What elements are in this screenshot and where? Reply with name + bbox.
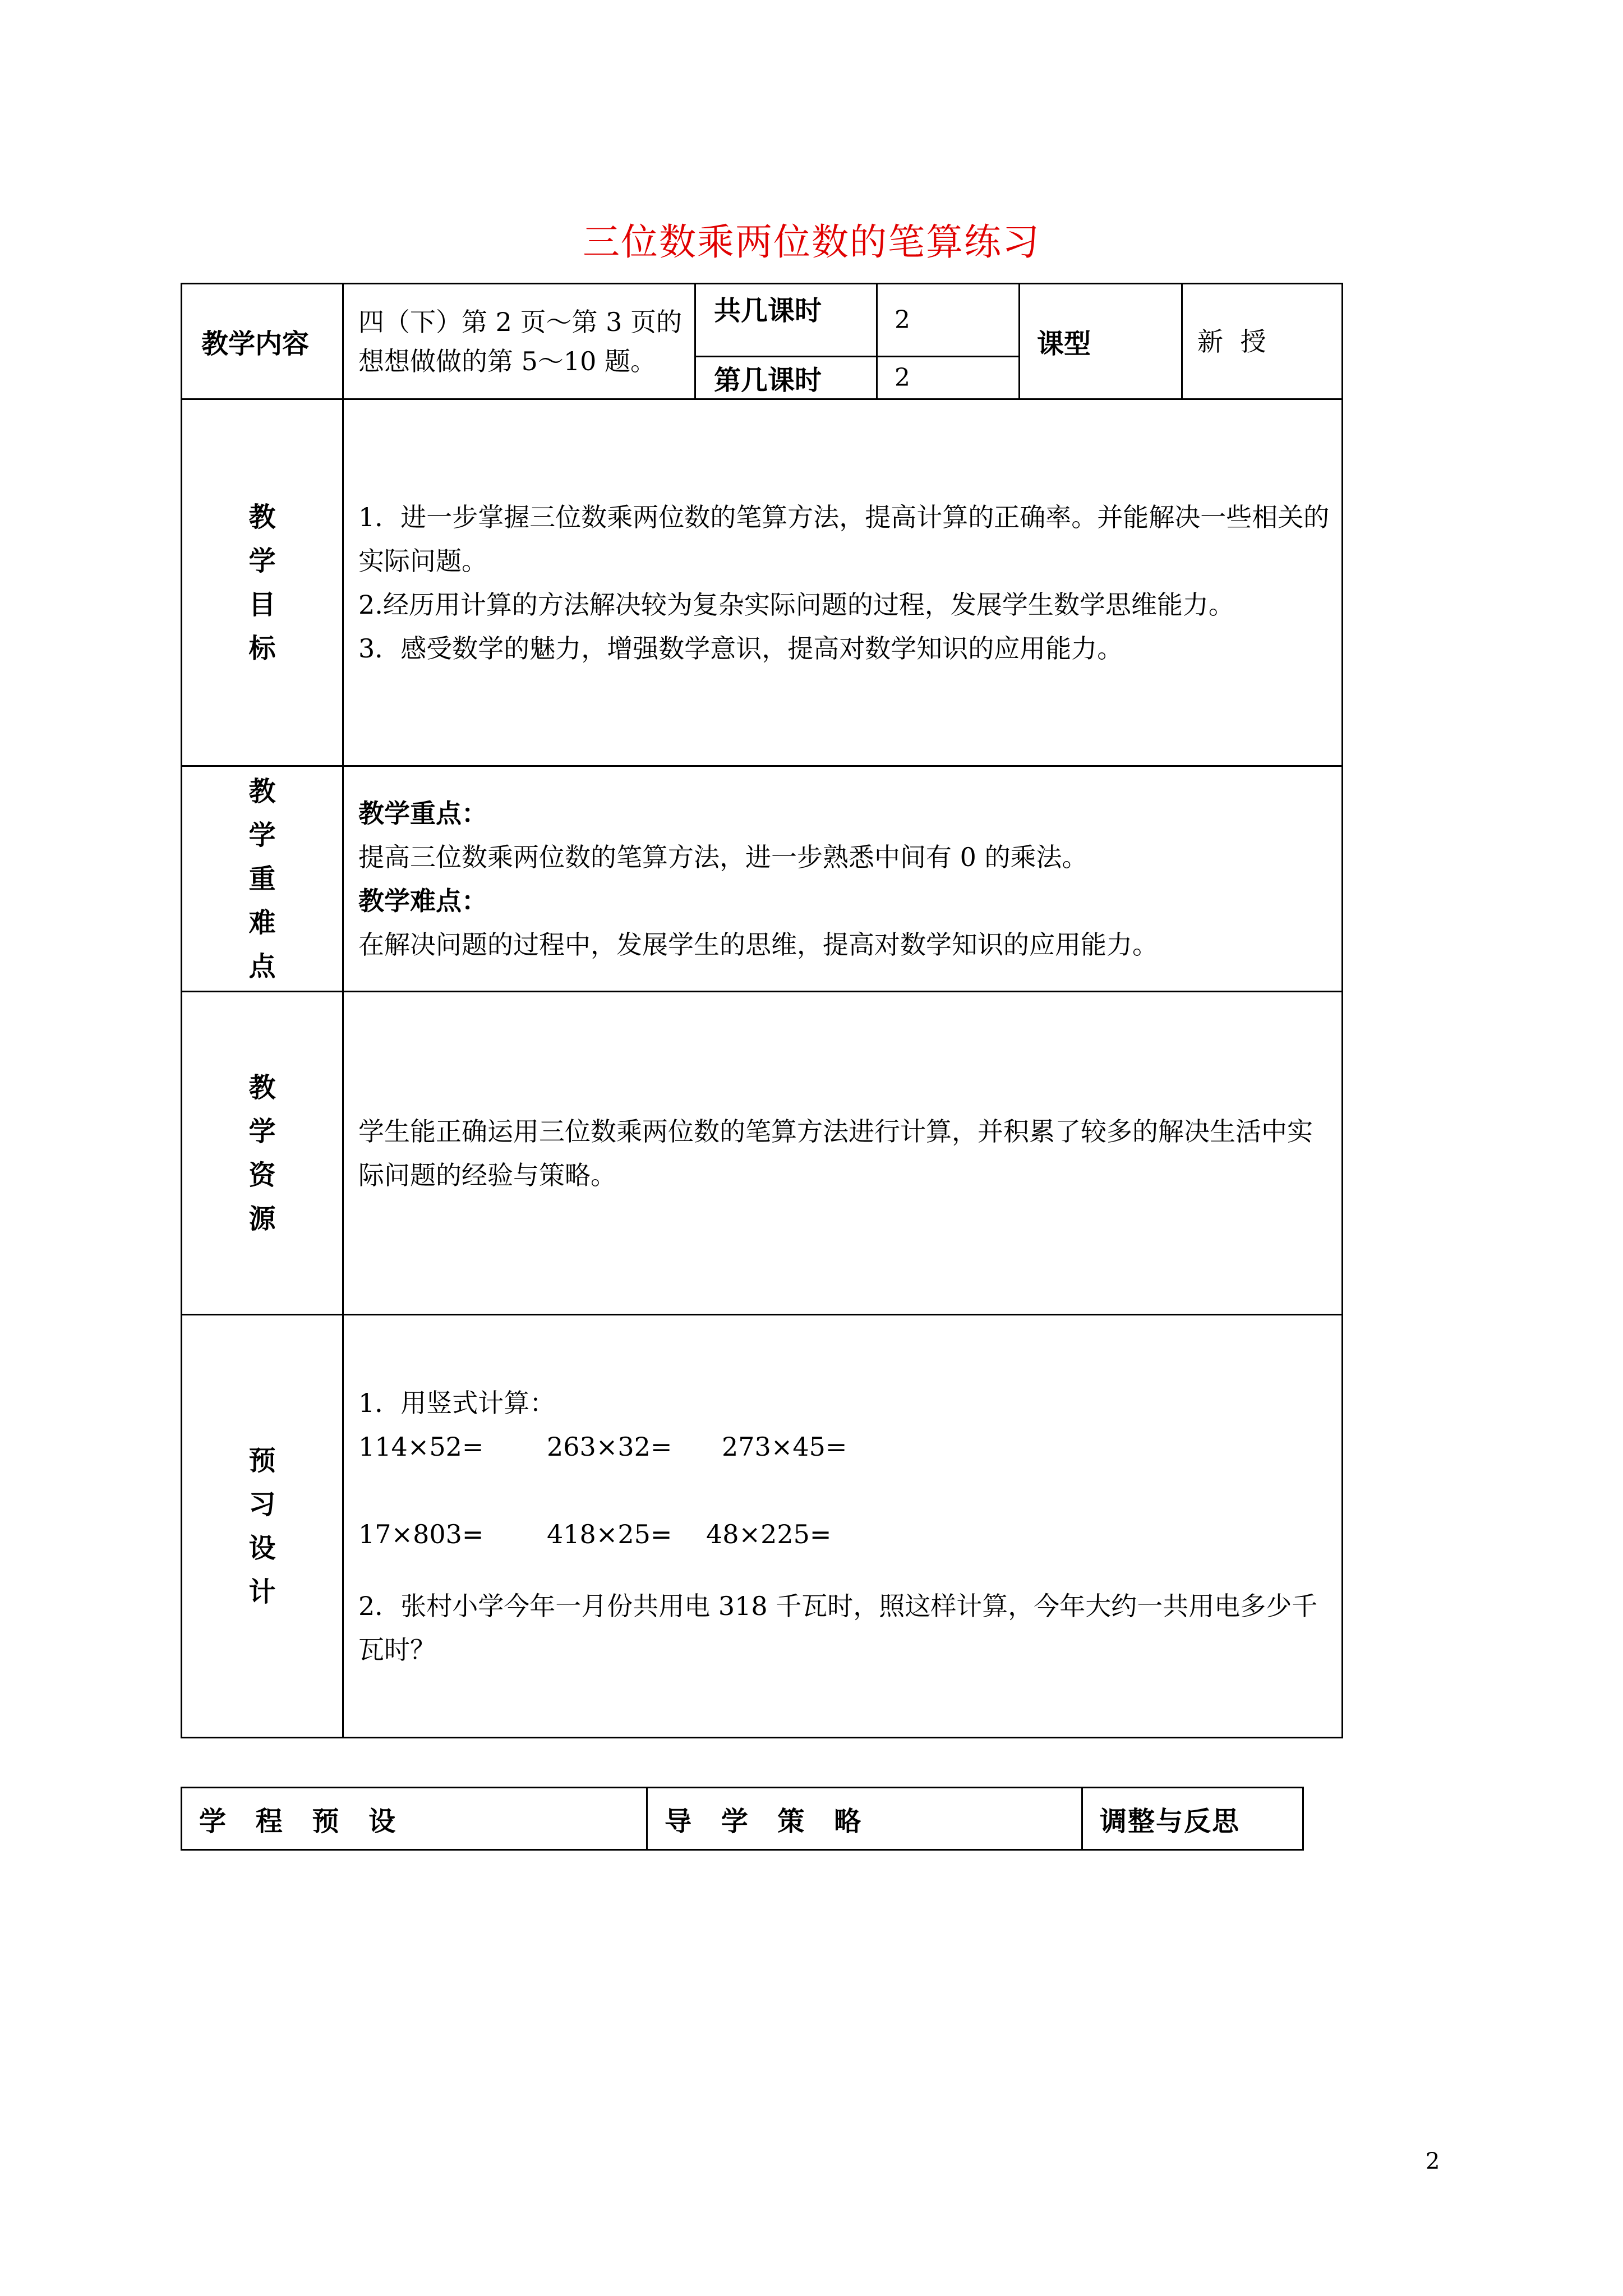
exercise-1-title: 1．用竖式计算：: [358, 1387, 556, 1418]
resources-label: 教 学 资 源: [182, 992, 343, 1315]
key-points-content: [343, 766, 1343, 992]
goals-label: 教 学 目 标: [182, 399, 343, 766]
lesson-number-label: 第几课时: [695, 357, 877, 399]
total-hours-value: 2: [877, 284, 1020, 357]
content-label: 教学内容: [182, 284, 343, 399]
resources-content: [343, 992, 1343, 1315]
goals-content: [343, 399, 1343, 766]
exercise-row: 114×52= 263×32= 273×45=: [358, 1431, 847, 1462]
goal-item: 1．进一步掌握三位数乘两位数的笔算方法，提高计算的正确率。并能解决一些相关的实际问题。: [358, 501, 1330, 576]
resources-text: 学生能正确运用三位数乘两位数的笔算方法进行计算，并积累了较多的解决生活中实际问题的经验与策略。: [358, 1116, 1313, 1190]
footer-table: [181, 1787, 1304, 1851]
difficulty-text: 在解决问题的过程中，发展学生的思维，提高对数学知识的应用能力。: [358, 929, 1158, 960]
footer-col-process: 学 程 预 设: [182, 1788, 647, 1850]
goal-item: 2.经历用计算的方法解决较为复杂实际问题的过程，发展学生数学思维能力。: [358, 589, 1234, 620]
footer-col-strategy: 导 学 策 略: [647, 1788, 1082, 1850]
focus-title: 教学重点：: [358, 798, 487, 829]
content-value: 四（下）第 2 页～第 3 页的想想做做的第 5～10 题。: [343, 284, 695, 399]
goal-item: 3．感受数学的魅力，增强数学意识，提高对数学知识的应用能力。: [358, 633, 1123, 664]
page-number: 2: [1426, 2148, 1440, 2174]
total-hours-label: 共几课时: [695, 284, 877, 357]
exercise-2: 2．张村小学今年一月份共用电 318 千瓦时，照这样计算，今年大约一共用电多少千瓦时？: [358, 1590, 1318, 1665]
preview-content: [343, 1315, 1343, 1738]
lesson-type-value: 新 授: [1182, 284, 1343, 399]
focus-text: 提高三位数乘两位数的笔算方法，进一步熟悉中间有 0 的乘法。: [358, 841, 1088, 872]
preview-label: 预 习 设 计: [182, 1315, 343, 1738]
lesson-plan-table: [181, 283, 1343, 1738]
difficulty-title: 教学难点：: [358, 885, 487, 916]
key-points-label: 教 学 重 难 点: [182, 766, 343, 992]
page-title: 三位数乘两位数的笔算练习: [583, 220, 1040, 264]
lesson-type-label: 课型: [1020, 284, 1182, 399]
footer-col-reflection: 调整与反思: [1082, 1788, 1303, 1850]
exercise-row: 17×803= 418×25= 48×225=: [358, 1519, 832, 1549]
lesson-number-value: 2: [877, 357, 1020, 399]
